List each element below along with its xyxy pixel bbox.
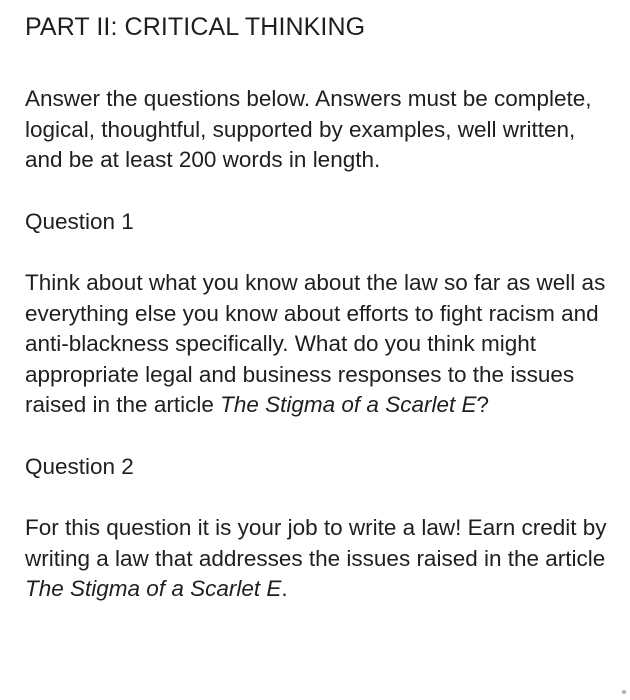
question-1-block: [25, 207, 610, 421]
document-page: [25, 10, 610, 605]
question-2-body: For this question it is your job to write a law! Earn credit by writing a law that addresses the issues raised in the article: [25, 515, 607, 571]
question-1-heading: Question 1: [25, 208, 134, 234]
question-1-body: Think about what you know about the law so far as well as everything else you know about efforts to fight racism and anti-blackness specifically. What do you think might appropriate legal and business responses to the issues raised in the article: [25, 270, 606, 417]
question-2-text: [25, 513, 610, 605]
question-2-article-title: The Stigma of a Scarlet E: [25, 576, 282, 601]
page-title: PART II: CRITICAL THINKING: [25, 13, 366, 41]
question-2-end: .: [281, 576, 288, 601]
question-1-end: ?: [476, 392, 489, 417]
instructions-text: Answer the questions below. Answers must be complete, logical, thoughtful, supported by examples, well written, and be at least 200 words in length.: [25, 86, 592, 172]
question-2-heading: Question 2: [25, 453, 134, 479]
question-1-text: [25, 268, 610, 421]
question-2-block: [25, 452, 610, 605]
question-1-article-title: The Stigma of a Scarlet E: [220, 392, 477, 417]
scroll-indicator: [622, 690, 626, 694]
